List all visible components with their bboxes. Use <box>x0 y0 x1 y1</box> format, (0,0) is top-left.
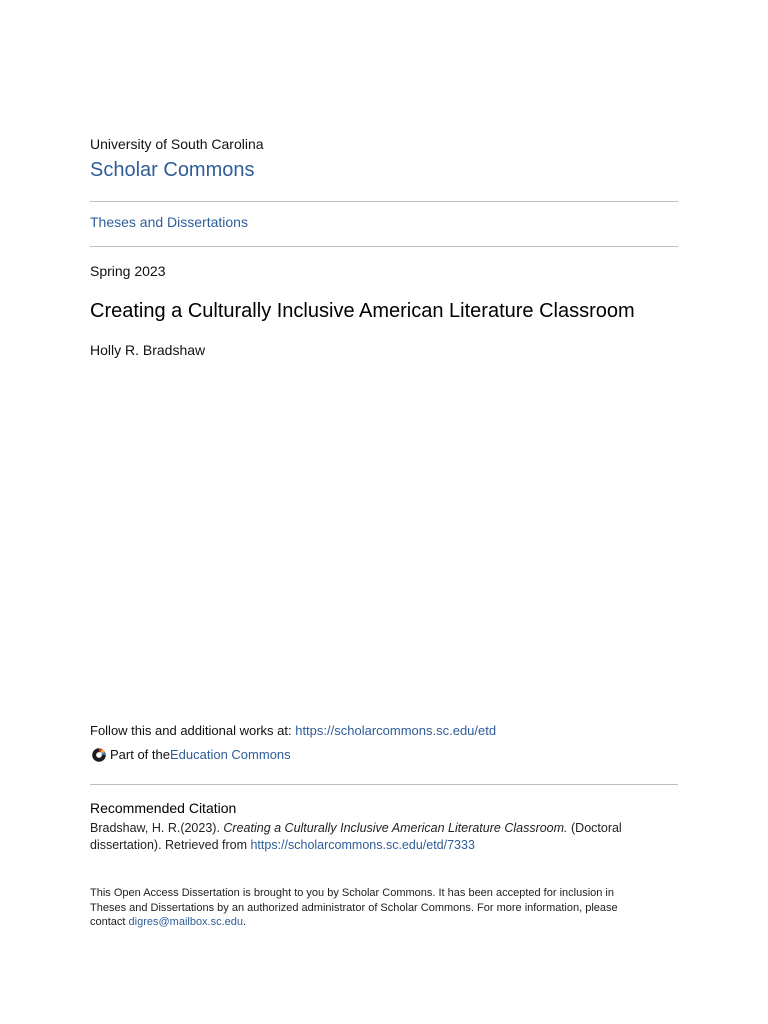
contact-email-link[interactable]: digres@mailbox.sc.edu <box>128 916 244 929</box>
follow-line <box>90 722 496 739</box>
citation-middle: (Doctoral dissertation). Retrieved from <box>90 821 622 852</box>
follow-label: Follow this and additional works at: <box>90 723 296 738</box>
repository-link[interactable]: Scholar Commons <box>90 159 255 181</box>
bepress-commons-icon <box>90 746 108 764</box>
citation-text <box>90 820 650 854</box>
part-of-line <box>90 746 291 764</box>
citation-prefix: Bradshaw, H. R.(2023). <box>90 821 224 835</box>
access-notice-end: . <box>243 916 247 929</box>
collection-link[interactable]: Theses and Dissertations <box>90 214 248 230</box>
citation-url-link[interactable]: https://scholarcommons.sc.edu/etd/7333 <box>250 838 475 852</box>
access-notice <box>90 886 650 930</box>
document-title: Creating a Culturally Inclusive American Literature Classroom <box>90 300 635 322</box>
divider <box>90 784 678 785</box>
author-name: Holly R. Bradshaw <box>90 342 206 358</box>
divider <box>90 246 678 247</box>
publication-date: Spring 2023 <box>90 263 166 279</box>
access-notice-text: This Open Access Dissertation is brought to you by Scholar Commons. It has been accepted for inclusion in Theses and Dissertations by an authorized administrator of Scholar Commons. For more information, please contact <box>90 887 618 929</box>
recommended-citation-heading: Recommended Citation <box>90 800 237 816</box>
follow-url-link[interactable]: https://scholarcommons.sc.edu/etd <box>295 723 497 738</box>
part-of-label: Part of the <box>110 747 170 762</box>
education-commons-link[interactable]: Education Commons <box>169 747 291 762</box>
divider <box>90 201 678 202</box>
institution-name: University of South Carolina <box>90 136 264 152</box>
citation-title: Creating a Culturally Inclusive American Literature Classroom. <box>223 821 568 835</box>
